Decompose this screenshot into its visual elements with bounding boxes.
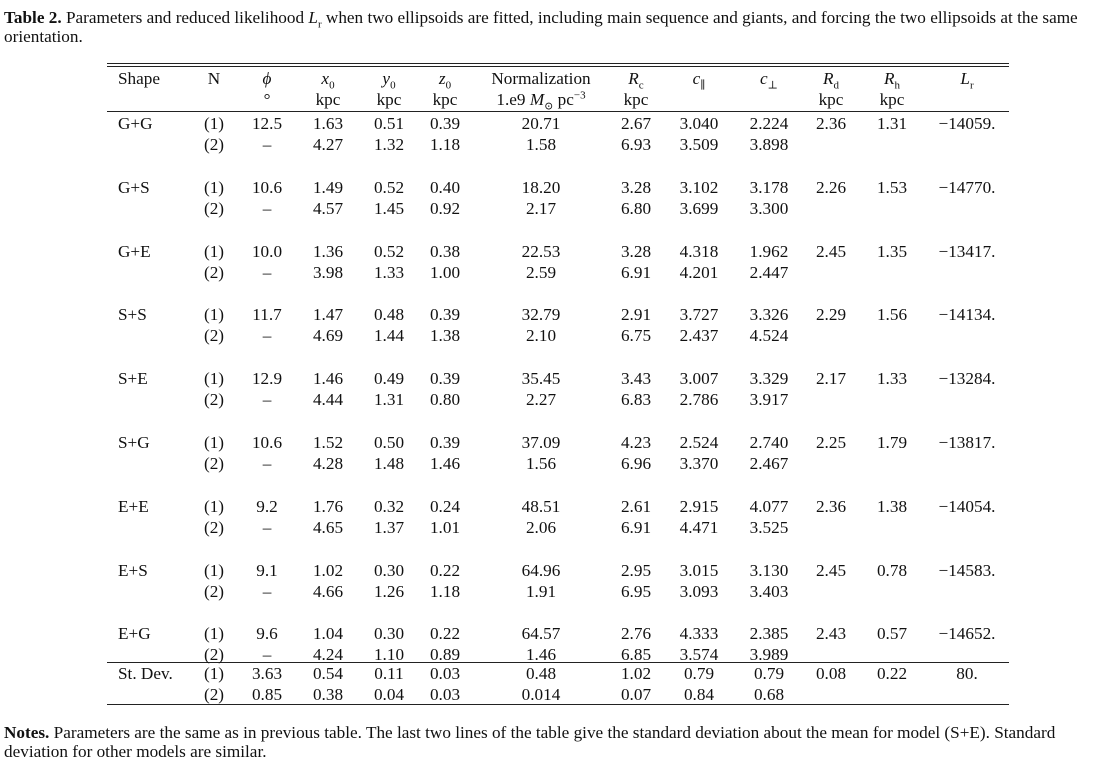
table-cell: 4.28 [312,454,344,473]
stdev-cell: 0.03 [429,664,461,683]
table-cell: 6.95 [620,582,652,601]
table-cell: 1.52 [312,433,344,452]
header-phi: ϕ [262,69,272,88]
table-cell: 4.471 [679,518,719,537]
stdev-cell: 0.07 [620,685,652,704]
table-cell: 1.47 [312,305,344,324]
table-cell: 2.29 [815,305,847,324]
table-cell: 48.51 [521,497,561,516]
table-cell: 20.71 [521,114,561,133]
header-rc-unit: kpc [623,90,649,109]
header-rule [107,111,1009,112]
caption-symbol: L [308,8,318,27]
table-cell: −14134. [938,305,996,324]
table-cell: 1.18 [429,582,461,601]
table-cell: (2) [203,518,225,537]
row-shape: S+E [118,369,148,388]
stdev-cell: 0.79 [753,664,785,683]
table-cell: 3.040 [679,114,719,133]
stdev-cell: 0.38 [312,685,344,704]
table-cell: 4.333 [679,624,719,643]
table-cell: 0.48 [373,305,405,324]
table-cell: 0.80 [429,390,461,409]
table-cell: – [262,390,272,409]
row-shape: G+E [118,242,151,261]
stdev-rule [107,662,1009,663]
table-cell: 37.09 [521,433,561,452]
table-cell: 3.300 [749,199,789,218]
table-cell: −13284. [938,369,996,388]
table-cell: 3.015 [679,561,719,580]
table-cell: 3.898 [749,135,789,154]
table-cell: 2.437 [679,326,719,345]
caption-text-b: when two ellipsoids are fitted, including main sequence and giants, and forcing the two ellipsoids at the same orientation. [4,8,1078,46]
table-caption [4,8,1109,46]
table-cell: 64.57 [521,624,561,643]
table-cell: 9.1 [256,561,278,580]
stdev-cell: 0.48 [525,664,557,683]
stdev-cell: 0.04 [373,685,405,704]
row-shape: S+S [118,305,147,324]
table-cell: 1.38 [429,326,461,345]
table-cell: 2.385 [749,624,789,643]
stdev-cell: (2) [203,685,225,704]
table-cell: (1) [203,497,225,516]
table-cell: 1.48 [373,454,405,473]
data-table [107,63,1009,706]
table-cell: 1.00 [429,263,461,282]
table-cell: 4.077 [749,497,789,516]
table-cell: 1.26 [373,582,405,601]
table-cell: 3.98 [312,263,344,282]
table-cell: 1.91 [525,582,557,601]
stdev-cell: 0.54 [312,664,344,683]
table-cell: – [262,326,272,345]
header-x0: $x_0$ [321,69,335,92]
table-cell: 1.31 [876,114,908,133]
table-cell: 4.23 [620,433,652,452]
table-cell: 1.18 [429,135,461,154]
table-cell: 6.80 [620,199,652,218]
table-cell: 3.102 [679,178,719,197]
table-cell: 2.36 [815,497,847,516]
header-rd: $R_d$ [823,69,839,92]
header-rc: $R_c$ [628,69,644,92]
stdev-cell: 80. [956,664,978,683]
table-cell: 1.02 [312,561,344,580]
table-cell: 2.25 [815,433,847,452]
stdev-cell: 0.85 [251,685,283,704]
table-cell: 1.31 [373,390,405,409]
stdev-cell: 1.02 [620,664,652,683]
table-cell: 2.45 [815,561,847,580]
table-cell: 1.56 [525,454,557,473]
stdev-cell: 3.63 [251,664,283,683]
table-cell: 1.33 [876,369,908,388]
table-cell: 4.27 [312,135,344,154]
table-cell: 2.95 [620,561,652,580]
table-cell: 0.92 [429,199,461,218]
table-cell: 6.91 [620,518,652,537]
table-cell: 2.17 [815,369,847,388]
row-shape: G+S [118,178,150,197]
table-cell: 0.52 [373,178,405,197]
table-cell: (2) [203,645,225,664]
row-shape: E+E [118,497,149,516]
header-rh: $R_h$ [884,69,900,92]
table-cell: (2) [203,263,225,282]
table-cell: 0.24 [429,497,461,516]
table-cell: −14583. [938,561,996,580]
header-phi-unit: ° [263,90,271,109]
stdev-cell: 0.03 [429,685,461,704]
table-cell: 1.45 [373,199,405,218]
table-cell: 22.53 [521,242,561,261]
table-cell: 0.22 [429,624,461,643]
table-cell: 1.33 [373,263,405,282]
table-cell: 3.178 [749,178,789,197]
stdev-cell: 0.11 [374,664,404,683]
table-cell: 1.10 [373,645,405,664]
table-cell: 0.22 [429,561,461,580]
table-cell: 0.38 [429,242,461,261]
table-cell: −14652. [938,624,996,643]
table-cell: 4.44 [312,390,344,409]
header-n: N [207,69,221,88]
table-cell: 0.89 [429,645,461,664]
table-cell: 2.447 [749,263,789,282]
stdev-cell: 0.014 [521,685,561,704]
notes-text: Parameters are the same as in previous table. The last two lines of the table give the standard deviation about the mean for model (S+E). Standard deviation for other models are similar. [4,723,1056,761]
table-cell: 6.85 [620,645,652,664]
table-cell: (1) [203,305,225,324]
table-cell: 1.38 [876,497,908,516]
table-cell: 3.917 [749,390,789,409]
table-cell: (1) [203,242,225,261]
table-cell: 1.35 [876,242,908,261]
table-cell: 2.59 [525,263,557,282]
table-cell: 3.989 [749,645,789,664]
table-cell: 1.36 [312,242,344,261]
row-shape: E+S [118,561,148,580]
table-cell: 4.201 [679,263,719,282]
table-cell: −13417. [938,242,996,261]
table-cell: (1) [203,178,225,197]
table-cell: 6.91 [620,263,652,282]
table-cell: 3.007 [679,369,719,388]
table-cell: 2.36 [815,114,847,133]
table-cell: 6.93 [620,135,652,154]
table-cell: – [262,199,272,218]
top-rule-2 [107,66,1009,67]
table-cell: 0.78 [876,561,908,580]
table-cell: 2.524 [679,433,719,452]
table-cell: 1.49 [312,178,344,197]
table-cell: – [262,645,272,664]
header-x0-unit: kpc [315,90,341,109]
table-cell: 3.093 [679,582,719,601]
table-cell: 6.96 [620,454,652,473]
table-cell: 2.61 [620,497,652,516]
table-cell: 3.525 [749,518,789,537]
table-cell: −14059. [938,114,996,133]
table-cell: 2.76 [620,624,652,643]
table-cell: 2.45 [815,242,847,261]
table-cell: (1) [203,433,225,452]
table-cell: 4.318 [679,242,719,261]
table-cell: (1) [203,114,225,133]
table-cell: 32.79 [521,305,561,324]
table-cell: 0.49 [373,369,405,388]
table-cell: −14770. [938,178,996,197]
table-cell: 4.57 [312,199,344,218]
table-cell: (2) [203,582,225,601]
table-cell: 2.91 [620,305,652,324]
caption-label: Table 2. [4,8,62,27]
table-cell: 3.574 [679,645,719,664]
table-cell: −14054. [938,497,996,516]
row-shape: E+G [118,624,151,643]
table-cell: 3.727 [679,305,719,324]
table-cell: 3.326 [749,305,789,324]
table-cell: 4.69 [312,326,344,345]
table-cell: 3.509 [679,135,719,154]
header-cpar: $c_\parallel$ [692,69,706,92]
table-cell: 64.96 [521,561,561,580]
table-cell: 1.79 [876,433,908,452]
table-cell: −13817. [938,433,996,452]
row-shape: S+G [118,433,150,452]
table-cell: 1.32 [373,135,405,154]
table-cell: 0.50 [373,433,405,452]
table-cell: 4.524 [749,326,789,345]
table-cell: – [262,518,272,537]
table-cell: (1) [203,624,225,643]
table-cell: 1.58 [525,135,557,154]
header-rd-unit: kpc [818,90,844,109]
table-cell: 0.51 [373,114,405,133]
table-cell: (2) [203,390,225,409]
table-cell: 2.10 [525,326,557,345]
stdev-cell: 0.08 [815,664,847,683]
table-cell: 0.39 [429,369,461,388]
stdev-cell: 0.68 [753,685,785,704]
table-cell: (1) [203,561,225,580]
table-cell: (2) [203,199,225,218]
table-cell: 0.57 [876,624,908,643]
table-cell: 0.30 [373,561,405,580]
stdev-cell: 0.79 [683,664,715,683]
table-cell: 1.01 [429,518,461,537]
table-cell: 3.329 [749,369,789,388]
table-cell: 1.46 [429,454,461,473]
table-cell: (2) [203,454,225,473]
table-cell: 3.130 [749,561,789,580]
table-cell: 1.56 [876,305,908,324]
table-cell: 3.370 [679,454,719,473]
table-cell: 11.7 [252,305,282,324]
table-cell: 18.20 [521,178,561,197]
header-rh-unit: kpc [879,90,905,109]
table-cell: 12.5 [251,114,283,133]
table-cell: 1.37 [373,518,405,537]
header-lr: $L_r$ [960,69,974,92]
table-cell: 0.39 [429,305,461,324]
table-cell: – [262,582,272,601]
table-cell: 3.28 [620,178,652,197]
table-cell: 4.66 [312,582,344,601]
table-cell: 6.83 [620,390,652,409]
table-cell: 9.6 [256,624,278,643]
table-cell: 2.67 [620,114,652,133]
table-cell: 1.962 [749,242,789,261]
table-cell: 1.46 [312,369,344,388]
table-cell: 1.53 [876,178,908,197]
table-cell: 3.403 [749,582,789,601]
table-cell: – [262,454,272,473]
header-y0-unit: kpc [376,90,402,109]
table-cell: 10.6 [251,433,283,452]
table-cell: 2.915 [679,497,719,516]
table-cell: 3.699 [679,199,719,218]
table-cell: 2.786 [679,390,719,409]
table-cell: 0.32 [373,497,405,516]
header-norm-unit: 1.e9 $M_⊙$ $pc^{-3}$ [496,89,586,113]
table-cell: 10.6 [251,178,283,197]
table-cell: 2.43 [815,624,847,643]
table-cell: 3.28 [620,242,652,261]
table-cell: – [262,135,272,154]
stdev-cell: (1) [203,664,225,683]
table-cell: 6.75 [620,326,652,345]
stdev-label: St. Dev. [118,664,173,683]
table-cell: 1.46 [525,645,557,664]
table-cell: 2.224 [749,114,789,133]
table-cell: (1) [203,369,225,388]
bottom-rule [107,704,1009,705]
table-cell: 2.27 [525,390,557,409]
row-shape: G+G [118,114,153,133]
table-cell: (2) [203,326,225,345]
table-cell: 0.52 [373,242,405,261]
table-cell: 2.17 [525,199,557,218]
table-notes [4,723,1109,761]
header-shape: Shape [118,69,161,88]
table-cell: 1.44 [373,326,405,345]
header-normalization: Normalization [491,69,591,88]
table-cell: 0.39 [429,114,461,133]
caption-text-a: Parameters and reduced likelihood [61,8,309,27]
table-cell: 0.39 [429,433,461,452]
table-cell: 2.467 [749,454,789,473]
top-rule [107,63,1009,64]
table-cell: 3.43 [620,369,652,388]
notes-label: Notes. [4,723,50,742]
table-cell: 10.0 [251,242,283,261]
table-cell: 0.40 [429,178,461,197]
table-cell: 4.65 [312,518,344,537]
table-cell: 2.26 [815,178,847,197]
table-cell: 2.06 [525,518,557,537]
table-cell: 1.63 [312,114,344,133]
header-y0: $y_0$ [382,69,396,92]
table-cell: – [262,263,272,282]
header-z0-unit: kpc [432,90,458,109]
table-cell: 9.2 [256,497,278,516]
table-cell: 2.740 [749,433,789,452]
stdev-cell: 0.22 [876,664,908,683]
table-cell: (2) [203,135,225,154]
header-z0: $z_0$ [438,69,452,92]
table-cell: 1.76 [312,497,344,516]
stdev-cell: 0.84 [683,685,715,704]
table-cell: 35.45 [521,369,561,388]
table-cell: 4.24 [312,645,344,664]
table-cell: 0.30 [373,624,405,643]
header-cperp: $c_\perp$ [760,69,778,92]
table-cell: 12.9 [251,369,283,388]
table-cell: 1.04 [312,624,344,643]
caption-symbol-sub: r [317,18,322,31]
